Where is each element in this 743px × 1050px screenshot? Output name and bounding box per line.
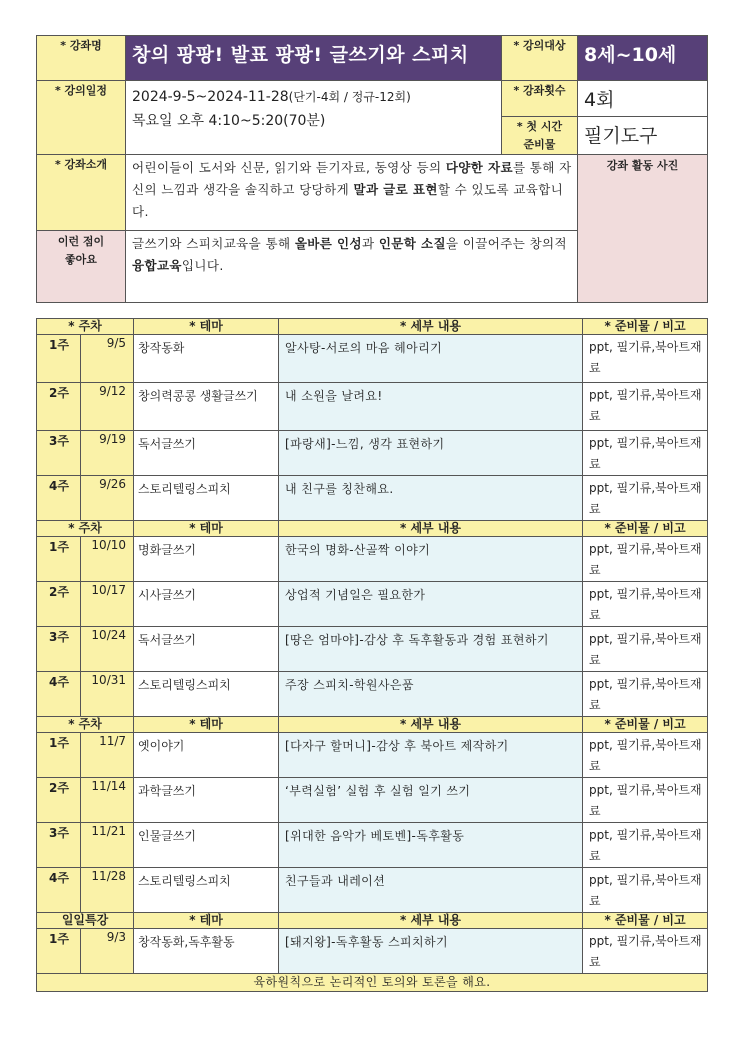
detail: 상업적 기념일은 필요한가 <box>279 582 583 627</box>
materials-note: ppt, 필기류,북아트재료 <box>583 823 708 868</box>
week-header: * 주차 <box>37 521 134 537</box>
class-date: 11/14 <box>81 778 134 823</box>
week-number: 1주 <box>37 733 81 778</box>
intro-label: * 강좌소개 <box>37 155 126 231</box>
note-header: * 준비물 / 비고 <box>583 913 708 929</box>
schedule-time: 목요일 오후 4:10~5:20(70분) <box>132 113 326 129</box>
materials-note: ppt, 필기류,북아트재료 <box>583 672 708 717</box>
table-row <box>37 929 708 974</box>
theme: 명화글쓰기 <box>134 537 279 582</box>
week-number: 2주 <box>37 778 81 823</box>
course-name-label: * 강좌명 <box>37 36 126 81</box>
theme-header: * 테마 <box>134 913 279 929</box>
theme: 스토리텔링스피치 <box>134 672 279 717</box>
theme-header: * 테마 <box>134 319 279 335</box>
highlight-text: 인문학 소질 <box>378 236 446 251</box>
theme: 독서글쓰기 <box>134 431 279 476</box>
week-number: 4주 <box>37 476 81 521</box>
class-date: 10/31 <box>81 672 134 717</box>
materials-note: ppt, 필기류,북아트재료 <box>583 476 708 521</box>
schedule-note: (단기-4회 / 정규-12회) <box>288 90 411 104</box>
table-row <box>37 383 708 431</box>
table-row <box>37 335 708 383</box>
week-number: 3주 <box>37 823 81 868</box>
class-date: 9/26 <box>81 476 134 521</box>
theme: 시사글쓰기 <box>134 582 279 627</box>
class-date: 9/3 <box>81 929 134 974</box>
course-intro <box>126 155 578 231</box>
week-number: 2주 <box>37 383 81 431</box>
week-number: 3주 <box>37 431 81 476</box>
schedule-header-row <box>37 319 708 335</box>
theme: 독서글쓰기 <box>134 627 279 672</box>
materials-note: ppt, 필기류,북아트재료 <box>583 733 708 778</box>
sessions-count: 4회 <box>578 81 708 117</box>
week-number: 4주 <box>37 672 81 717</box>
week-number: 2주 <box>37 582 81 627</box>
detail: 주장 스피치-학원사은품 <box>279 672 583 717</box>
table-row <box>37 778 708 823</box>
theme: 창작동화,독후활동 <box>134 929 279 974</box>
table-row <box>37 868 708 913</box>
body-text: 어린이들이 도서와 신문, 읽기와 듣기자료, 동영상 등의 <box>132 160 446 175</box>
body-text: 을 이끌어주는 창의적 <box>445 236 567 251</box>
course-info-table <box>36 35 708 303</box>
table-row <box>37 627 708 672</box>
class-date: 9/19 <box>81 431 134 476</box>
detail: 내 친구를 칭찬해요. <box>279 476 583 521</box>
materials-note: ppt, 필기류,북아트재료 <box>583 929 708 974</box>
detail: 한국의 명화-산골짝 이야기 <box>279 537 583 582</box>
theme-header: * 테마 <box>134 521 279 537</box>
benefits-text <box>126 231 578 303</box>
sessions-label: * 강좌횟수 <box>502 81 578 117</box>
activity-photo-label: 강좌 활동 사진 <box>606 159 679 172</box>
detail-header: * 세부 내용 <box>279 913 583 929</box>
note-header: * 준비물 / 비고 <box>583 521 708 537</box>
body-text: 를 통해 자신의 느낌과 생각을 솔직하고 당당하게 <box>132 160 572 197</box>
course-title: 창의 팡팡! 발표 팡팡! 글쓰기와 스피치 <box>126 36 502 81</box>
detail: [위대한 음악가 베토벤]-독후활동 <box>279 823 583 868</box>
body-text: 글쓰기와 스피치교육을 통해 <box>132 236 295 251</box>
theme: 스토리텔링스피치 <box>134 868 279 913</box>
table-row <box>37 537 708 582</box>
theme: 창의력콩콩 생활글쓰기 <box>134 383 279 431</box>
highlight-text: 다양한 자료 <box>445 160 513 175</box>
target-label: * 강의대상 <box>502 36 578 81</box>
detail: [파랑새]-느낌, 생각 표현하기 <box>279 431 583 476</box>
body-text: 입니다. <box>181 258 224 273</box>
schedule-label: * 강의일정 <box>37 81 126 155</box>
table-row <box>37 431 708 476</box>
materials-note: ppt, 필기류,북아트재료 <box>583 582 708 627</box>
table-row <box>37 823 708 868</box>
materials-note: ppt, 필기류,북아트재료 <box>583 537 708 582</box>
class-date: 10/17 <box>81 582 134 627</box>
week-number: 1주 <box>37 929 81 974</box>
detail-header: * 세부 내용 <box>279 717 583 733</box>
materials-note: ppt, 필기류,북아트재료 <box>583 627 708 672</box>
body-text: 과 <box>361 236 379 251</box>
highlight-text: 올바른 인성 <box>294 236 362 251</box>
schedule-header-row <box>37 521 708 537</box>
week-header: 일일특강 <box>37 913 134 929</box>
materials-note: ppt, 필기류,북아트재료 <box>583 431 708 476</box>
detail: [다자구 할머니]-감상 후 북아트 제작하기 <box>279 733 583 778</box>
table-row <box>37 672 708 717</box>
schedule-dates: 2024-9-5~2024-11-28 <box>132 89 289 105</box>
materials-note: ppt, 필기류,북아트재료 <box>583 383 708 431</box>
detail: 알사탕-서로의 마음 헤아리기 <box>279 335 583 383</box>
detail-header: * 세부 내용 <box>279 521 583 537</box>
target-age: 8세~10세 <box>578 36 708 81</box>
table-row <box>37 733 708 778</box>
schedule-header-row <box>37 717 708 733</box>
theme: 창작동화 <box>134 335 279 383</box>
class-date: 11/21 <box>81 823 134 868</box>
class-date: 11/28 <box>81 868 134 913</box>
class-date: 9/12 <box>81 383 134 431</box>
table-row <box>37 582 708 627</box>
detail: 친구들과 내레이션 <box>279 868 583 913</box>
materials-note: ppt, 필기류,북아트재료 <box>583 778 708 823</box>
theme: 과학글쓰기 <box>134 778 279 823</box>
week-number: 3주 <box>37 627 81 672</box>
theme: 인물글쓰기 <box>134 823 279 868</box>
class-date: 11/7 <box>81 733 134 778</box>
note-header: * 준비물 / 비고 <box>583 717 708 733</box>
first-class-materials: 필기도구 <box>578 117 708 155</box>
first-class-materials-label: * 첫 시간 준비물 <box>502 117 578 155</box>
detail: 내 소원을 날려요! <box>279 383 583 431</box>
detail-header: * 세부 내용 <box>279 319 583 335</box>
highlight-text: 융합교육 <box>132 258 182 273</box>
weekly-schedule-table <box>36 318 708 992</box>
week-number: 1주 <box>37 537 81 582</box>
activity-photo-area <box>578 155 708 303</box>
theme-header: * 테마 <box>134 717 279 733</box>
week-number: 1주 <box>37 335 81 383</box>
table-row <box>37 476 708 521</box>
materials-note: ppt, 필기류,북아트재료 <box>583 868 708 913</box>
class-date: 10/10 <box>81 537 134 582</box>
detail: [돼지왕]-독후활동 스피치하기 <box>279 929 583 974</box>
schedule-cell <box>126 81 502 155</box>
week-number: 4주 <box>37 868 81 913</box>
note-header: * 준비물 / 비고 <box>583 319 708 335</box>
class-date: 10/24 <box>81 627 134 672</box>
highlight-text: 말과 글로 표현 <box>353 182 438 197</box>
class-date: 9/5 <box>81 335 134 383</box>
benefits-label: 이런 점이 좋아요 <box>37 231 126 303</box>
detail: ‘부력실험’ 실험 후 실험 일기 쓰기 <box>279 778 583 823</box>
body-text: 할 수 있도록 교육합니다. <box>132 182 564 219</box>
footer-row <box>37 974 708 992</box>
week-header: * 주차 <box>37 319 134 335</box>
week-header: * 주차 <box>37 717 134 733</box>
schedule-header-row <box>37 913 708 929</box>
materials-note: ppt, 필기류,북아트재료 <box>583 335 708 383</box>
theme: 옛이야기 <box>134 733 279 778</box>
theme: 스토리텔링스피치 <box>134 476 279 521</box>
detail: [땅은 엄마야]-감상 후 독후활동과 경험 표현하기 <box>279 627 583 672</box>
footer-note: 육하원칙으로 논리적인 토의와 토론을 해요. <box>37 974 708 992</box>
